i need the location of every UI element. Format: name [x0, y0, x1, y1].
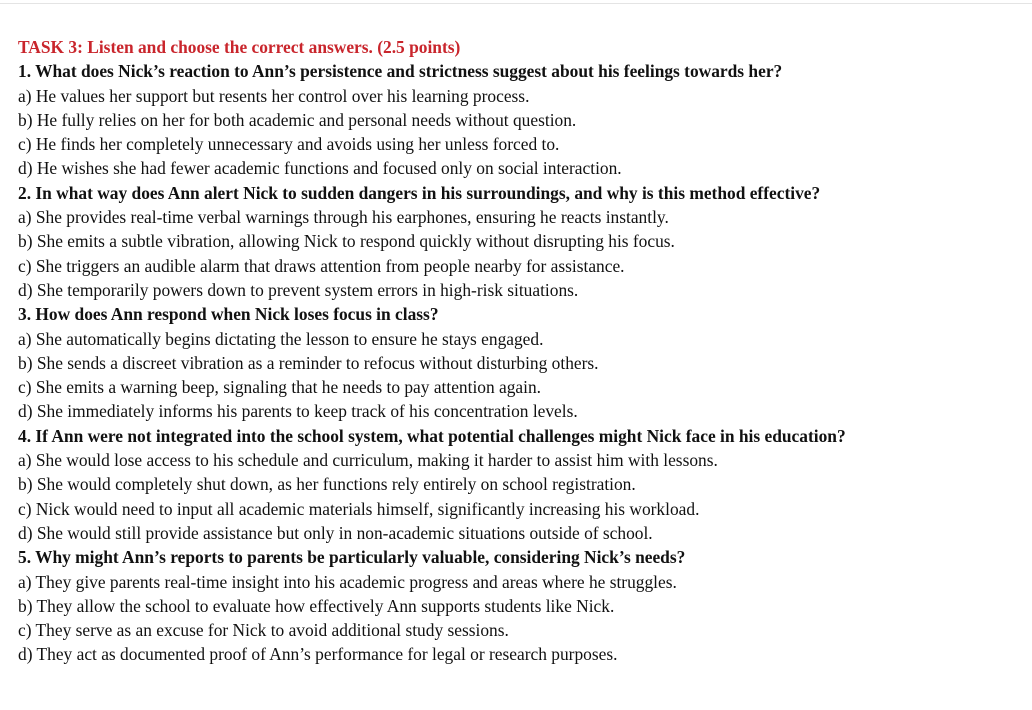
- question-3-option-b: b) She sends a discreet vibration as a reminder to refocus without disturbing others.: [18, 352, 599, 373]
- question-3-option-a: a) She automatically begins dictating the lesson to ensure he stays engaged.: [18, 328, 544, 349]
- question-4-option-c: c) Nick would need to input all academic materials himself, significantly increasing his workload.: [18, 498, 700, 519]
- question-3-option-c: c) She emits a warning beep, signaling that he needs to pay attention again.: [18, 377, 542, 398]
- question-block-2: [18, 181, 1030, 302]
- question-2-option-a: a) She provides real-time verbal warnings through his earphones, ensuring he reacts instantly.: [18, 207, 669, 228]
- question-block-5: [18, 545, 1030, 666]
- question-4-option-d: d) She would still provide assistance but only in non-academic situations outside of school.: [18, 522, 653, 543]
- question-3-option-d: d) She immediately informs his parents to keep track of his concentration levels.: [18, 401, 578, 422]
- question-5-option-c: c) They serve as an excuse for Nick to avoid additional study sessions.: [18, 620, 509, 641]
- worksheet: [18, 35, 1030, 667]
- question-4: 4. If Ann were not integrated into the school system, what potential challenges might Nick face in his education?: [18, 425, 846, 446]
- question-block-4: [18, 424, 1030, 545]
- question-2-option-c: c) She triggers an audible alarm that draws attention from people nearby for assistance.: [18, 255, 625, 276]
- question-1-option-d: d) He wishes she had fewer academic functions and focused only on social interaction.: [18, 158, 622, 179]
- question-1-option-c: c) He finds her completely unnecessary and avoids using her unless forced to.: [18, 134, 560, 155]
- question-5-option-d: d) They act as documented proof of Ann’s performance for legal or research purposes.: [18, 644, 618, 665]
- question-block-3: [18, 302, 1030, 423]
- question-2-option-b: b) She emits a subtle vibration, allowing Nick to respond quickly without disrupting his focus.: [18, 231, 675, 252]
- question-2: 2. In what way does Ann alert Nick to sudden dangers in his surroundings, and why is this method effective?: [18, 182, 821, 203]
- question-5: 5. Why might Ann’s reports to parents be particularly valuable, considering Nick’s needs?: [18, 547, 686, 568]
- top-divider: [0, 3, 1032, 4]
- question-5-option-a: a) They give parents real-time insight into his academic progress and areas where he struggles.: [18, 571, 677, 592]
- question-5-option-b: b) They allow the school to evaluate how effectively Ann supports students like Nick.: [18, 595, 615, 616]
- question-3: 3. How does Ann respond when Nick loses focus in class?: [18, 304, 439, 325]
- question-1-option-b: b) He fully relies on her for both academic and personal needs without question.: [18, 109, 577, 130]
- question-4-option-b: b) She would completely shut down, as her functions rely entirely on school registration.: [18, 474, 636, 495]
- question-1-option-a: a) He values her support but resents her control over his learning process.: [18, 85, 530, 106]
- question-block-1: [18, 59, 1030, 180]
- question-2-option-d: d) She temporarily powers down to prevent system errors in high-risk situations.: [18, 279, 579, 300]
- task-title: TASK 3: Listen and choose the correct answers. (2.5 points): [18, 37, 461, 57]
- question-4-option-a: a) She would lose access to his schedule and curriculum, making it harder to assist him with lessons.: [18, 450, 718, 471]
- question-1: 1. What does Nick’s reaction to Ann’s persistence and strictness suggest about his feelings towards her?: [18, 61, 783, 82]
